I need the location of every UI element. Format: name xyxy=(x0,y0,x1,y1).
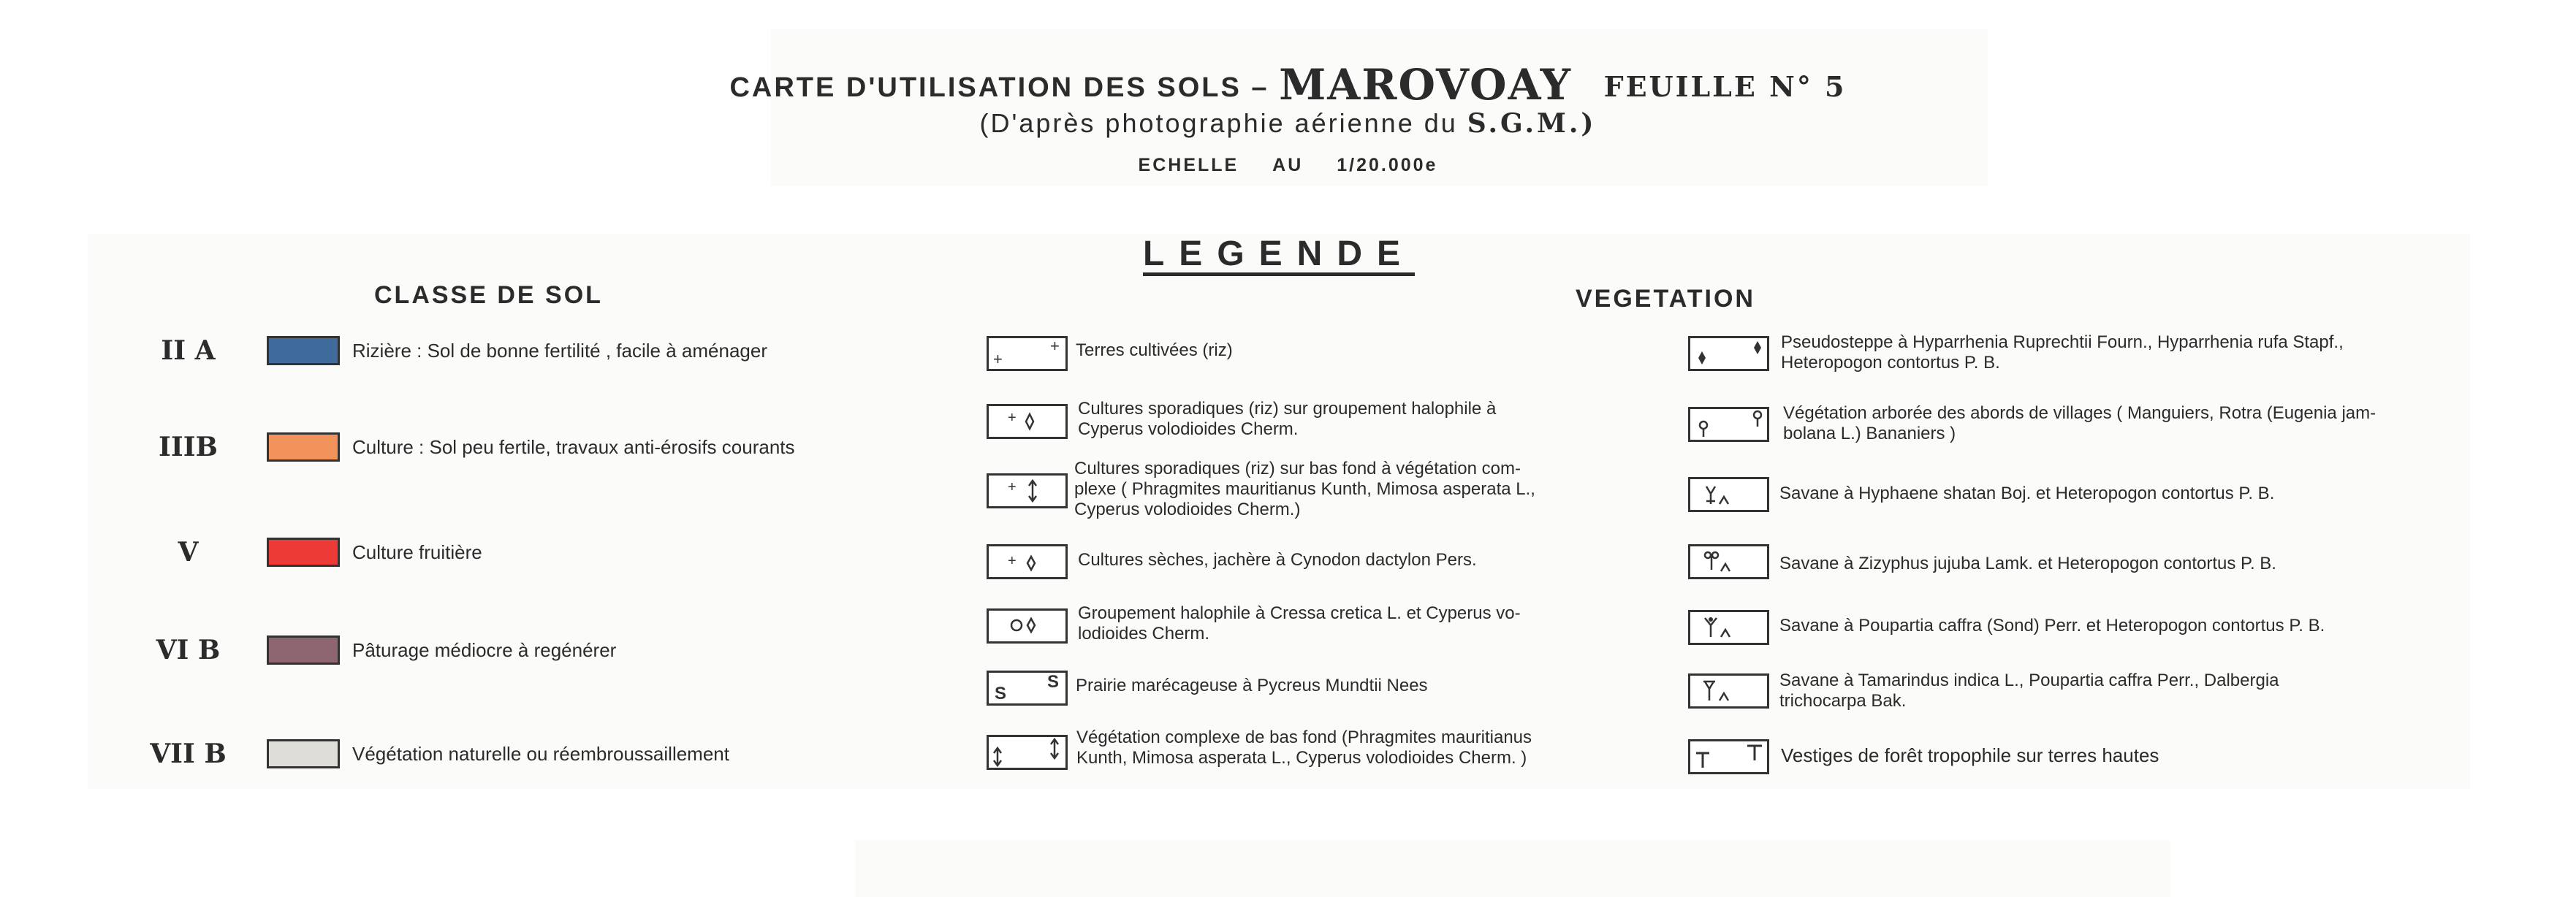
map-scale xyxy=(0,155,2576,176)
land-use-text: Cultures sporadiques (riz) sur bas fond à végétation com- plexe ( Phragmites mauritianus Kunth, Mimosa asperata L., Cyperus volodioides Cherm.) xyxy=(1074,459,1535,519)
soil-class-swatch xyxy=(267,739,340,768)
svg-text:+: + xyxy=(1008,410,1017,426)
double-arrow-symbol-icon xyxy=(987,735,1068,770)
palm-symbol-icon xyxy=(1688,477,1769,512)
svg-text:+: + xyxy=(1008,479,1017,495)
circle-diamond-symbol-icon xyxy=(987,608,1068,644)
s-letter-symbol-icon xyxy=(987,671,1068,706)
svg-text:S: S xyxy=(1047,673,1060,692)
vegetation-text: Savane à Hyphaene shatan Boj. et Heteropogon contortus P. B. xyxy=(1779,484,2275,503)
soil-class-code: IIIB xyxy=(159,432,218,462)
bottom-strip xyxy=(855,840,2170,897)
vegetation-text: Savane à Poupartia caffra (Sond) Perr. et Heteropogon contortus P. B. xyxy=(1779,616,2325,635)
svg-text:S: S xyxy=(995,684,1007,703)
source-prefix: (D'après photographie aérienne du xyxy=(979,108,1458,138)
soil-class-label: Rizière : Sol de bonne fertilité , facile à aménager xyxy=(352,340,767,362)
vegetation-text: Végétation arborée des abords de villages ( Manguiers, Rotra (Eugenia jam- bolana L.) Bananiers ) xyxy=(1783,403,2376,443)
land-use-text: Prairie marécageuse à Pycreus Mundtii Nees xyxy=(1076,676,1428,695)
cross-diamond-symbol-icon xyxy=(987,404,1068,439)
cross-diamond-open-symbol-icon xyxy=(987,544,1068,579)
vegetation-text: Pseudosteppe à Hyparrhenia Ruprechtii Fourn., Hyparrhenia rufa Stapf., Heteropogon contortus P. B. xyxy=(1781,332,2344,373)
land-use-text: Groupement halophile à Cressa cretica L. et Cyperus vo- lodioides Cherm. xyxy=(1078,603,1521,644)
svg-text:+: + xyxy=(1050,338,1060,355)
soil-class-swatch xyxy=(267,635,340,665)
soil-class-code: II A xyxy=(161,335,216,366)
map-source xyxy=(0,108,2576,139)
zizyphus-symbol-icon xyxy=(1688,544,1769,579)
soil-class-label: Culture : Sol peu fertile, travaux anti-érosifs courants xyxy=(352,436,795,458)
soil-class-code: VI B xyxy=(156,635,221,665)
svg-text:+: + xyxy=(1008,553,1017,569)
filled-diamonds-symbol-icon xyxy=(1688,336,1769,371)
vegetation-heading: VEGETATION xyxy=(1576,285,1755,313)
title-sheet: FEUILLE N° 5 xyxy=(1603,70,1847,103)
soil-class-code: VII B xyxy=(150,738,227,769)
soil-class-swatch xyxy=(267,432,340,462)
source-agency: S.G.M.) xyxy=(1467,108,1597,139)
poupartia-symbol-icon xyxy=(1688,610,1769,645)
soil-heading: CLASSE DE SOL xyxy=(374,281,603,309)
land-use-text: Terres cultivées (riz) xyxy=(1076,340,1233,360)
vegetation-text: Savane à Tamarindus indica L., Poupartia caffra Perr., Dalbergia trichocarpa Bak. xyxy=(1779,671,2279,711)
title-prefix: CARTE D'UTILISATION DES SOLS – xyxy=(729,72,1269,103)
forest-symbol-icon xyxy=(1688,739,1769,774)
scale-au: AU xyxy=(1272,155,1304,175)
vegetation-text: Savane à Zizyphus jujuba Lamk. et Heteropogon contortus P. B. xyxy=(1779,554,2276,573)
soil-class-code: V xyxy=(178,537,199,568)
cross-symbol-icon xyxy=(987,336,1068,371)
soil-class-label: Végétation naturelle ou réembroussaillement xyxy=(352,743,729,765)
scale-label: ECHELLE xyxy=(1138,155,1239,175)
scale-value: 1/20.000e xyxy=(1337,155,1438,175)
map-title xyxy=(0,60,2576,110)
soil-class-swatch xyxy=(267,336,340,365)
soil-class-swatch xyxy=(267,538,340,567)
land-use-text: Cultures sporadiques (riz) sur groupement halophile à Cyperus volodioides Cherm. xyxy=(1078,399,1497,439)
soil-class-label: Pâturage médiocre à regénérer xyxy=(352,639,617,661)
tree-symbol-icon xyxy=(1688,407,1769,442)
legend-heading: LEGENDE xyxy=(1142,234,1416,273)
vegetation-text: Vestiges de forêt tropophile sur terres hautes xyxy=(1781,744,2159,766)
land-use-text: Végétation complexe de bas fond (Phragmites mauritianus Kunth, Mimosa asperata L., Cyperus volodioides Cherm. ) xyxy=(1076,728,1532,768)
cross-arrow-symbol-icon xyxy=(987,473,1068,508)
svg-text:+: + xyxy=(993,350,1003,368)
title-place: MAROVOAY xyxy=(1279,60,1573,110)
tamarind-symbol-icon xyxy=(1688,673,1769,709)
land-use-text: Cultures sèches, jachère à Cynodon dactylon Pers. xyxy=(1078,550,1477,570)
soil-class-label: Culture fruitière xyxy=(352,541,482,563)
